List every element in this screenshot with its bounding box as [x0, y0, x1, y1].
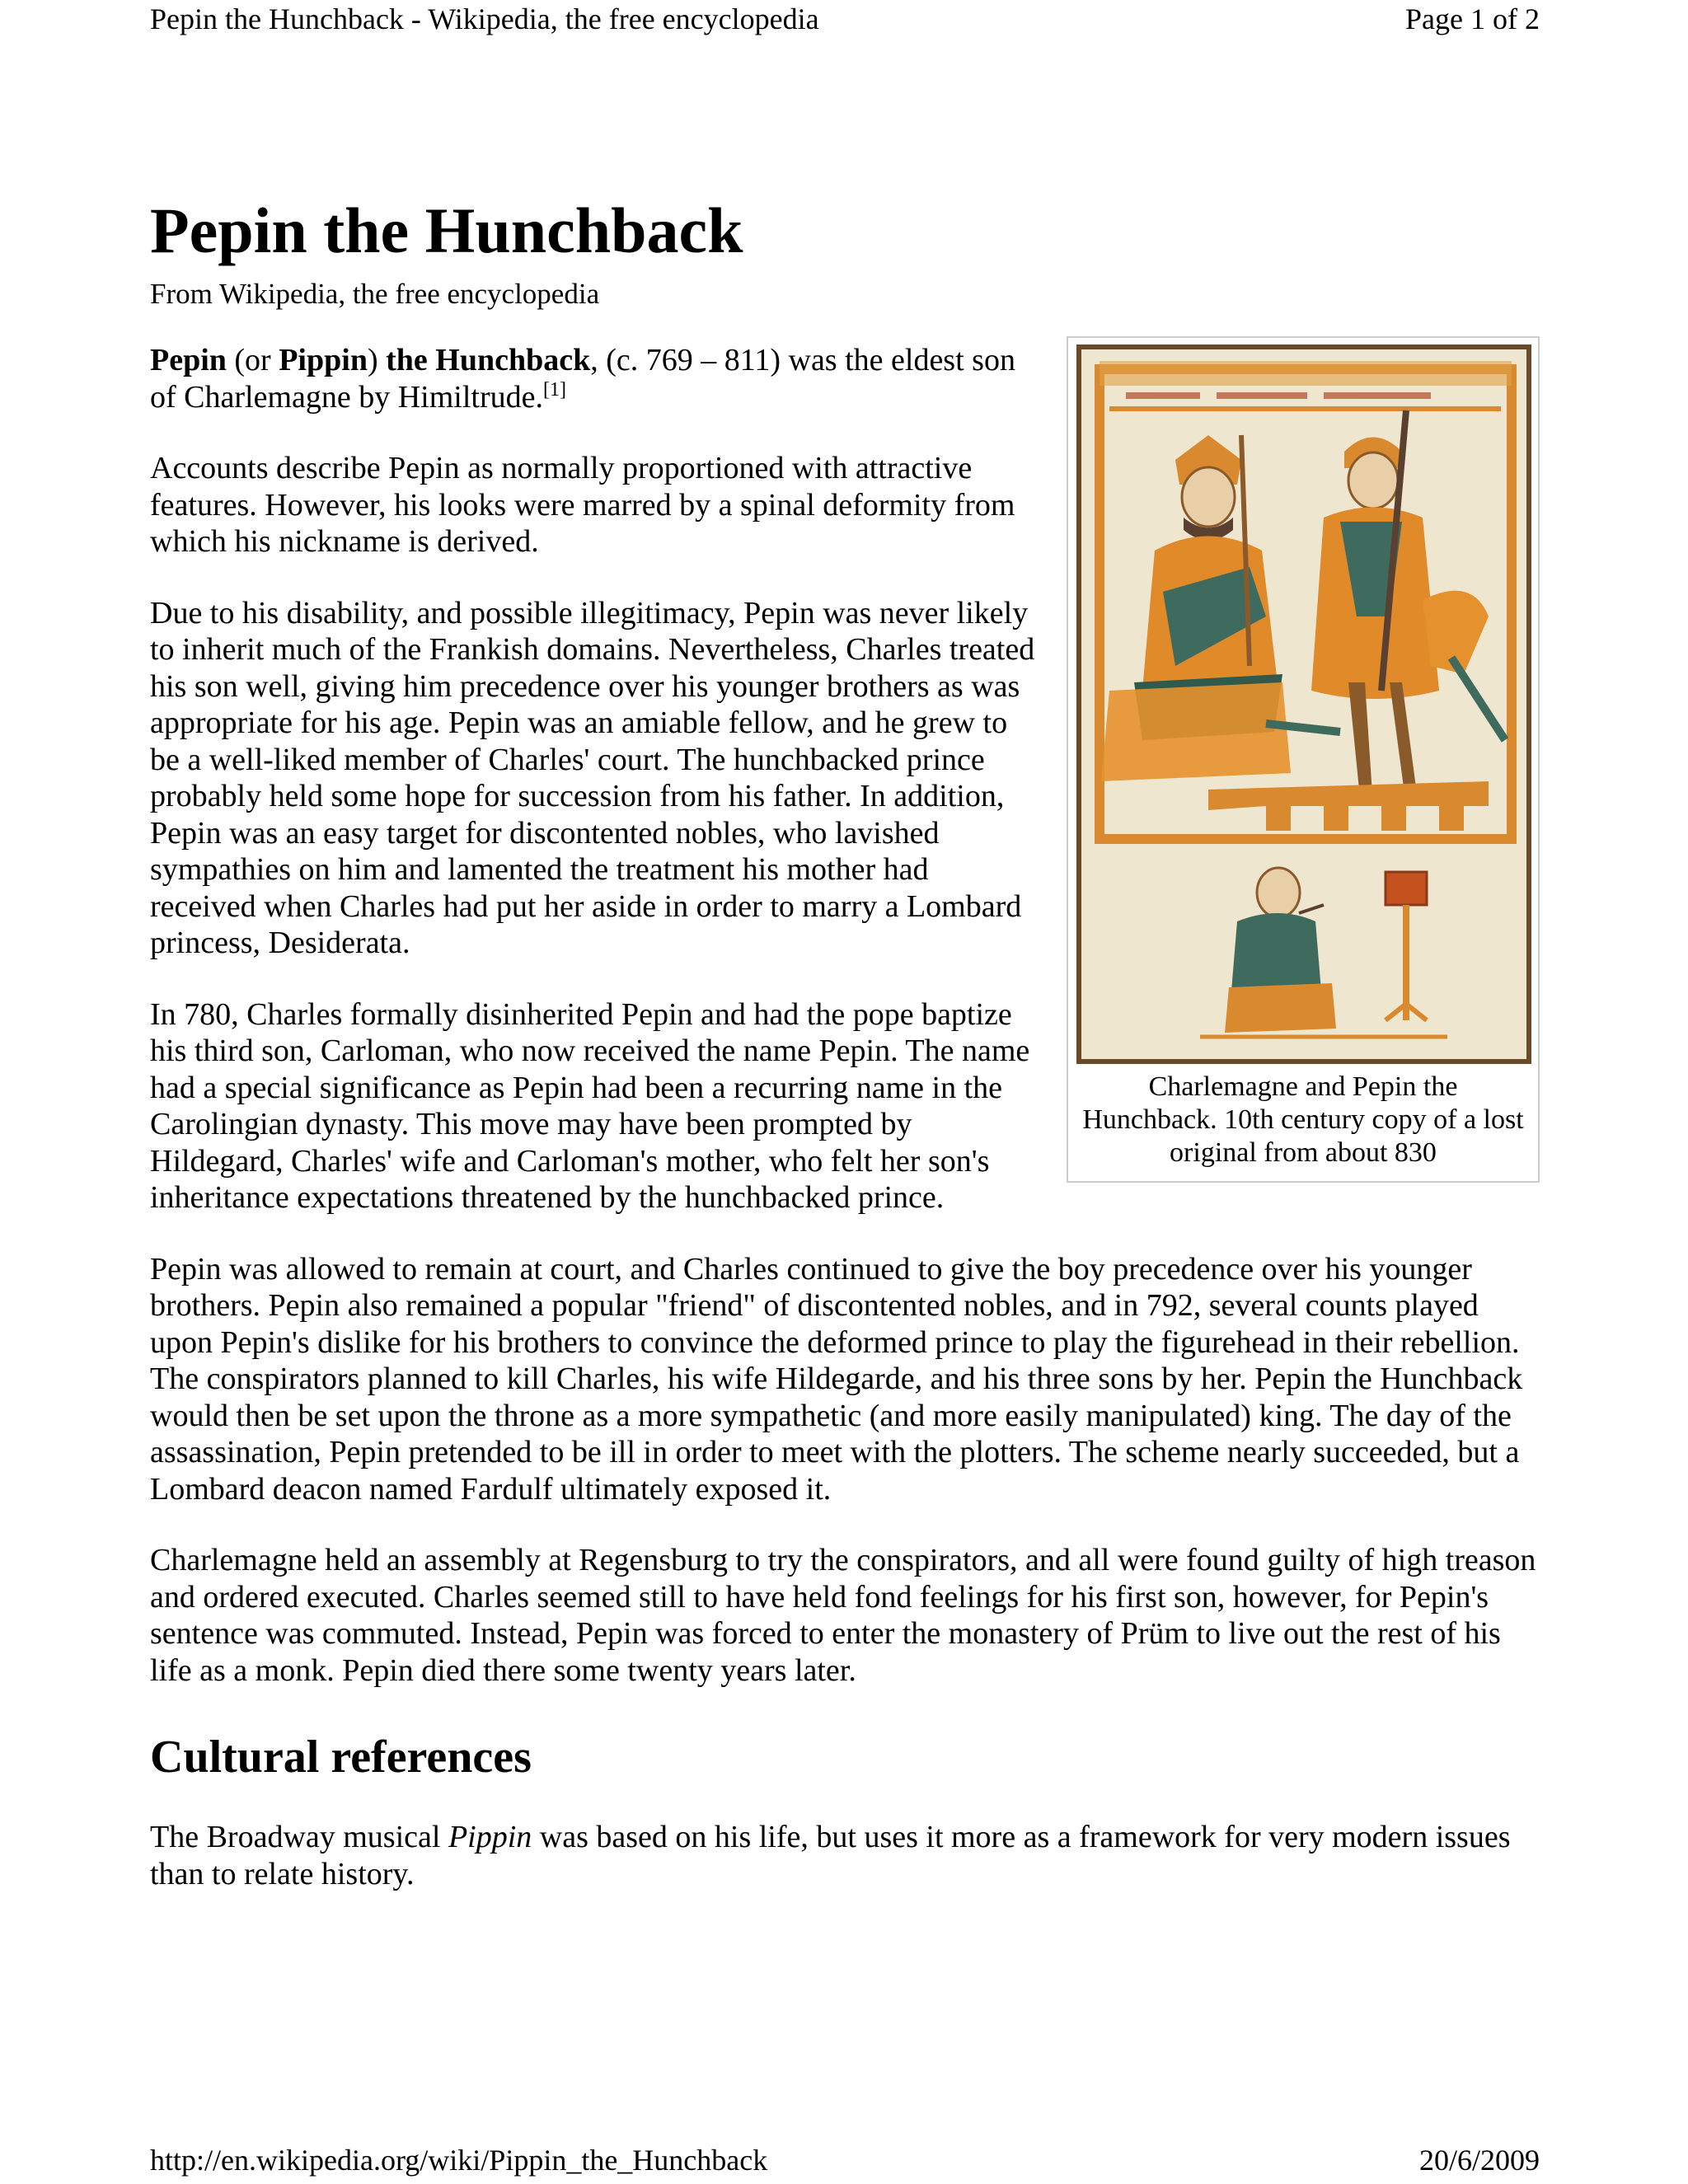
broadway-text-1: The Broadway musical: [150, 1820, 448, 1854]
paragraph-appearance: Accounts describe Pepin as normally proportioned with attractive features. However, his looks were marred by a spinal deformity from which his nickname is derived.: [150, 451, 1015, 559]
print-footer-url: http://en.wikipedia.org/wiki/Pippin_the_Hunchback: [150, 2144, 768, 2177]
lead-text-2: ): [367, 343, 387, 377]
paragraph-regensburg: Charlemagne held an assembly at Regensburg to try the conspirators, and all were found guilty of high treason and ordered executed. Charles seemed still to have held fond feelings for his first son, however, for Pepin's sentence was commuted. Instead, Pepin was forced to enter the monastery of Prüm to live out the rest of his life as a monk. Pepin died there some twenty years later.: [150, 1543, 1536, 1688]
reference-link-1[interactable]: [1]: [543, 378, 566, 401]
paragraph-rebellion: Pepin was allowed to remain at court, and Charles continued to give the boy precedence over his younger brothers. Pepin also remained a popular "friend" of discontented nobles, and in 792, several counts played upon Pepin's dislike for his brothers to convince the deformed prince to play the figurehead in their rebellion. The conspirators planned to kill Charles, his wife Hildegarde, and his three sons by her. Pepin the Hunchback would then be set upon the throne as a more sympathetic (and more easily manipulated) king. The day of the assassination, Pepin pretended to be ill in order to meet with the plotters. The scheme nearly succeeded, but a Lombard deacon named Fardulf ultimately exposed it.: [150, 1251, 1523, 1507]
article-content: [150, 185, 1540, 1927]
lead-bold-pippin: Pippin: [279, 343, 368, 377]
infobox-thumbnail: [1067, 336, 1540, 1183]
paragraph-broadway: [150, 1819, 1540, 1892]
lead-bold-pepin: Pepin: [150, 343, 227, 377]
pippin-musical-title: Pippin: [448, 1820, 532, 1854]
section-heading-cultural-references: Cultural references: [150, 1732, 532, 1783]
article-tagline: From Wikipedia, the free encyclopedia: [150, 278, 600, 310]
print-footer-date: 20/6/2009: [1418, 2144, 1540, 2177]
paragraph-disability: Due to his disability, and possible illegitimacy, Pepin was never likely to inherit much of the Frankish domains. Nevertheless, Charles treated his son well, giving him precedence over his younger brothers as was appropriate for his age. Pepin was an amiable fellow, and he grew to be a well-liked member of Charles' court. The hunchbacked prince probably held some hope for succession from his father. In addition, Pepin was an easy target for discontented nobles, who lavished sympathies on him and lamented the treatment his mother had received when Charles had put her aside in order to marry a Lombard princess, Desiderata.: [150, 595, 1035, 960]
lead-text-3: , (c. 769 – 811) was the eldest son of Charlemagne by Himiltrude.: [150, 343, 1015, 415]
manuscript-illustration-image[interactable]: [1076, 344, 1531, 1064]
lead-bold-hunchback: the Hunchback: [386, 343, 591, 377]
print-header-page-number: Page 1 of 2: [1405, 2, 1540, 35]
infobox-caption: Charlemagne and Pepin the Hunchback. 10th century copy of a lost original from about 830: [1082, 1071, 1524, 1168]
article-title: Pepin the Hunchback: [150, 194, 743, 266]
print-header-title: Pepin the Hunchback - Wikipedia, the free encyclopedia: [150, 2, 819, 35]
lead-text-1: (or: [226, 343, 279, 377]
broadway-text-2: was based on his life, but uses it more as a framework for very modern issues than to relate history.: [150, 1820, 1511, 1891]
paragraph-disinherited: In 780, Charles formally disinherited Pepin and had the pope baptize his third son, Carloman, who now received the name Pepin. The name had a special significance as Pepin had been a recurring name in the Carolingian dynasty. This move may have been prompted by Hildegard, Charles' wife and Carloman's mother, who felt her son's inheritance expectations threatened by the hunchbacked prince.: [150, 996, 1030, 1215]
